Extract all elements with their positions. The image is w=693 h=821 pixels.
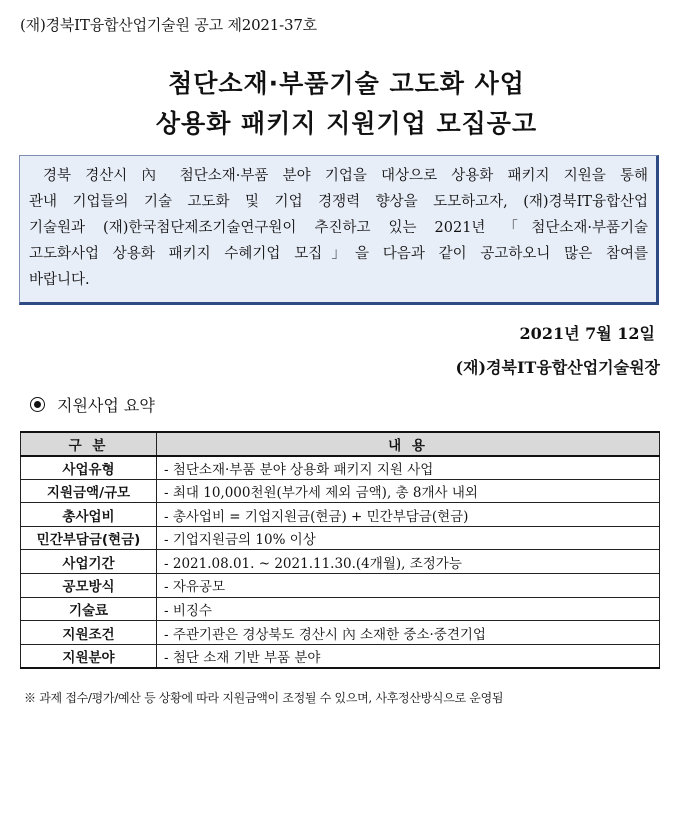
row-content: - 첨단소재·부품 분야 상용화 패키지 지원 사업 xyxy=(157,456,660,480)
row-label: 지원금액/규모 xyxy=(21,479,157,503)
page-title-line2: 상용화 패키지 지원기업 모집공고 xyxy=(155,109,538,138)
row-label: 공모방식 xyxy=(21,574,157,598)
row-content: - 주관기관은 경상북도 경산시 內 소재한 중소·중견기업 xyxy=(157,621,660,645)
row-content: - 첨단 소재 기반 부품 분야 xyxy=(157,644,660,668)
table-header-row xyxy=(21,432,660,456)
header-category: 구 분 xyxy=(21,432,157,456)
intro-line: 기술원과 (재)한국첨단제조기술연구원이 추진하고 있는 2021년 「첨단소재·부품기술 xyxy=(29,220,648,236)
row-content: - 기업지원금의 10% 이상 xyxy=(157,526,660,550)
row-label: 지원조건 xyxy=(21,621,157,645)
table-row xyxy=(21,621,660,645)
notice-number: (재)경북IT융합산업기술원 공고 제2021-37호 xyxy=(20,16,317,34)
row-label: 총사업비 xyxy=(21,503,157,527)
row-content: - 비징수 xyxy=(157,597,660,621)
intro-line: 바랍니다. xyxy=(29,272,90,288)
table-row xyxy=(21,574,660,598)
table-row xyxy=(21,479,660,503)
row-content: - 2021.08.01. ~ 2021.11.30.(4개월), 조정가능 xyxy=(157,550,660,574)
row-label: 지원분야 xyxy=(21,644,157,668)
notice-date: 2021년 7월 12일 xyxy=(519,324,655,343)
page-title-line1: 첨단소재·부품기술 고도화 사업 xyxy=(168,69,525,98)
table-row xyxy=(21,550,660,574)
section-heading xyxy=(30,393,155,416)
table-row xyxy=(21,644,660,668)
table-row xyxy=(21,456,660,480)
organization-head: (재)경북IT융합산업기술원장 xyxy=(455,358,660,377)
row-label: 민간부담금(현금) xyxy=(21,526,157,550)
table-row xyxy=(21,597,660,621)
circle-bullet-icon xyxy=(30,397,45,412)
row-label: 사업유형 xyxy=(21,456,157,480)
row-content: - 자유공모 xyxy=(157,574,660,598)
row-label: 사업기간 xyxy=(21,550,157,574)
summary-table xyxy=(20,431,660,669)
table-row xyxy=(21,503,660,527)
intro-line: 관내 기업들의 기술 고도화 및 기업 경쟁력 향상을 도모하고자, (재)경북IT융합산업 xyxy=(29,194,648,210)
section-title: 지원사업 요약 xyxy=(57,396,155,415)
row-label: 기술료 xyxy=(21,597,157,621)
row-content: - 총사업비 = 기업지원금(현금) + 민간부담금(현금) xyxy=(157,503,660,527)
intro-box xyxy=(19,155,659,305)
row-content: - 최대 10,000천원(부가세 제외 금액), 총 8개사 내외 xyxy=(157,479,660,503)
footnote: ※ 과제 접수/평가/예산 등 상황에 따라 지원금액이 조정될 수 있으며, 사후정산방식으로 운영됨 xyxy=(24,691,504,705)
intro-line: 고도화사업 상용화 패키지 수혜기업 모집」을 다음과 같이 공고하오니 많은 참여를 xyxy=(29,246,648,262)
header-content: 내 용 xyxy=(157,432,660,456)
intro-line: 경북 경산시 內 첨단소재·부품 분야 기업을 대상으로 상용화 패키지 지원을 통해 xyxy=(43,168,648,184)
table-row xyxy=(21,526,660,550)
